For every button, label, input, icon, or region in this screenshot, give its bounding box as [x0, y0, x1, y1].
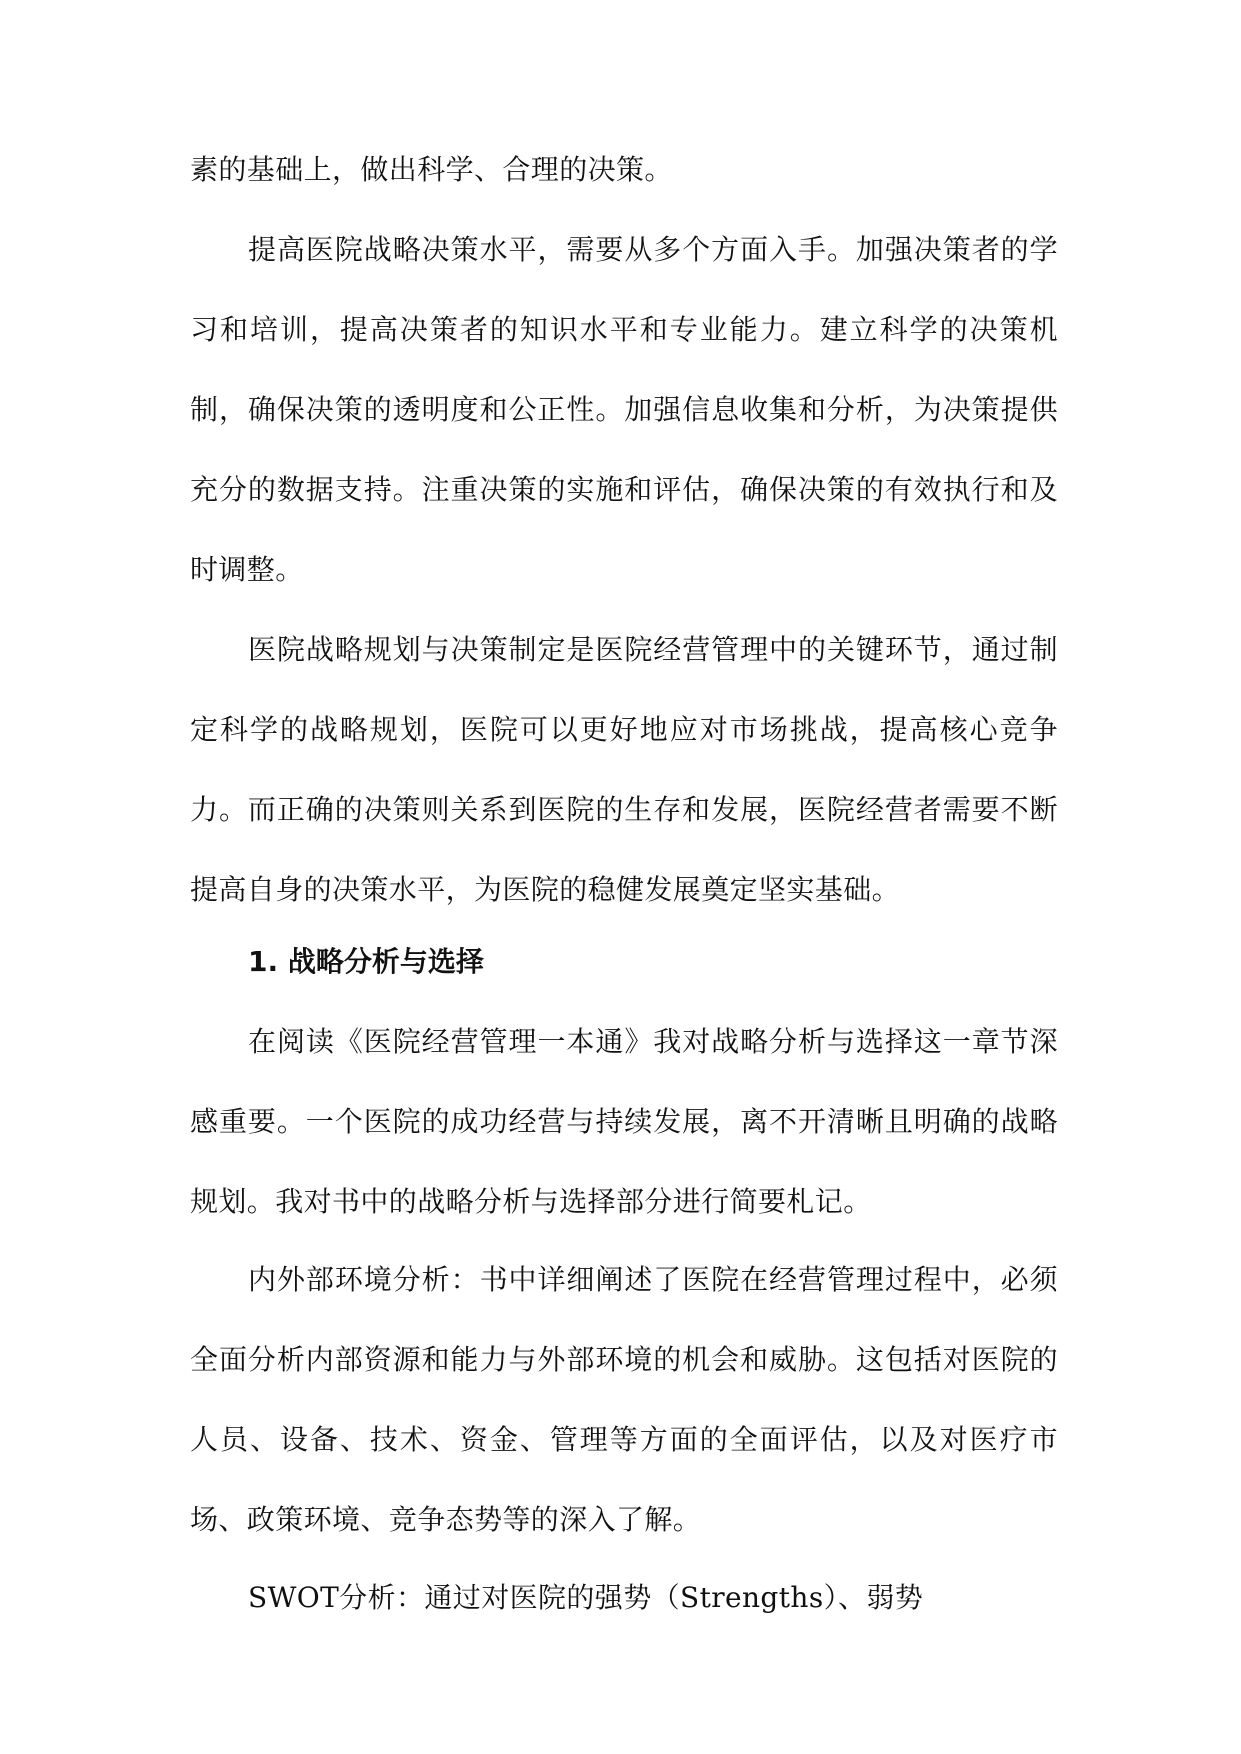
- section-heading: 1. 战略分析与选择: [248, 945, 484, 978]
- paragraph-environment-analysis: 内外部环境分析：书中详细阐述了医院在经营管理过程中，必须全面分析内部资源和能力与外部环境的机会和威胁。这包括对医院的人员、设备、技术、资金、管理等方面的全面评估，以及对医疗市场、政策环境、竞争态势等的深入了解。: [190, 1263, 1058, 1536]
- paragraph-continuation: 素的基础上，做出科学、合理的决策。: [190, 153, 673, 186]
- paragraph-reading-intro: 在阅读《医院经营管理一本通》我对战略分析与选择这一章节深感重要。一个医院的成功经营与持续发展，离不开清晰且明确的战略规划。我对书中的战略分析与选择部分进行简要札记。: [190, 1025, 1058, 1218]
- paragraph-swot: SWOT分析：通过对医院的强势（Strengths）、弱势: [248, 1581, 924, 1614]
- paragraph-decision-improvement: 提高医院战略决策水平，需要从多个方面入手。加强决策者的学习和培训，提高决策者的知识水平和专业能力。建立科学的决策机制，确保决策的透明度和公正性。加强信息收集和分析，为决策提供充分的数据支持。注重决策的实施和评估，确保决策的有效执行和及时调整。: [190, 233, 1058, 586]
- paragraph-summary: 医院战略规划与决策制定是医院经营管理中的关键环节，通过制定科学的战略规划，医院可以更好地应对市场挑战，提高核心竞争力。而正确的决策则关系到医院的生存和发展，医院经营者需要不断提高自身的决策水平，为医院的稳健发展奠定坚实基础。: [190, 633, 1058, 906]
